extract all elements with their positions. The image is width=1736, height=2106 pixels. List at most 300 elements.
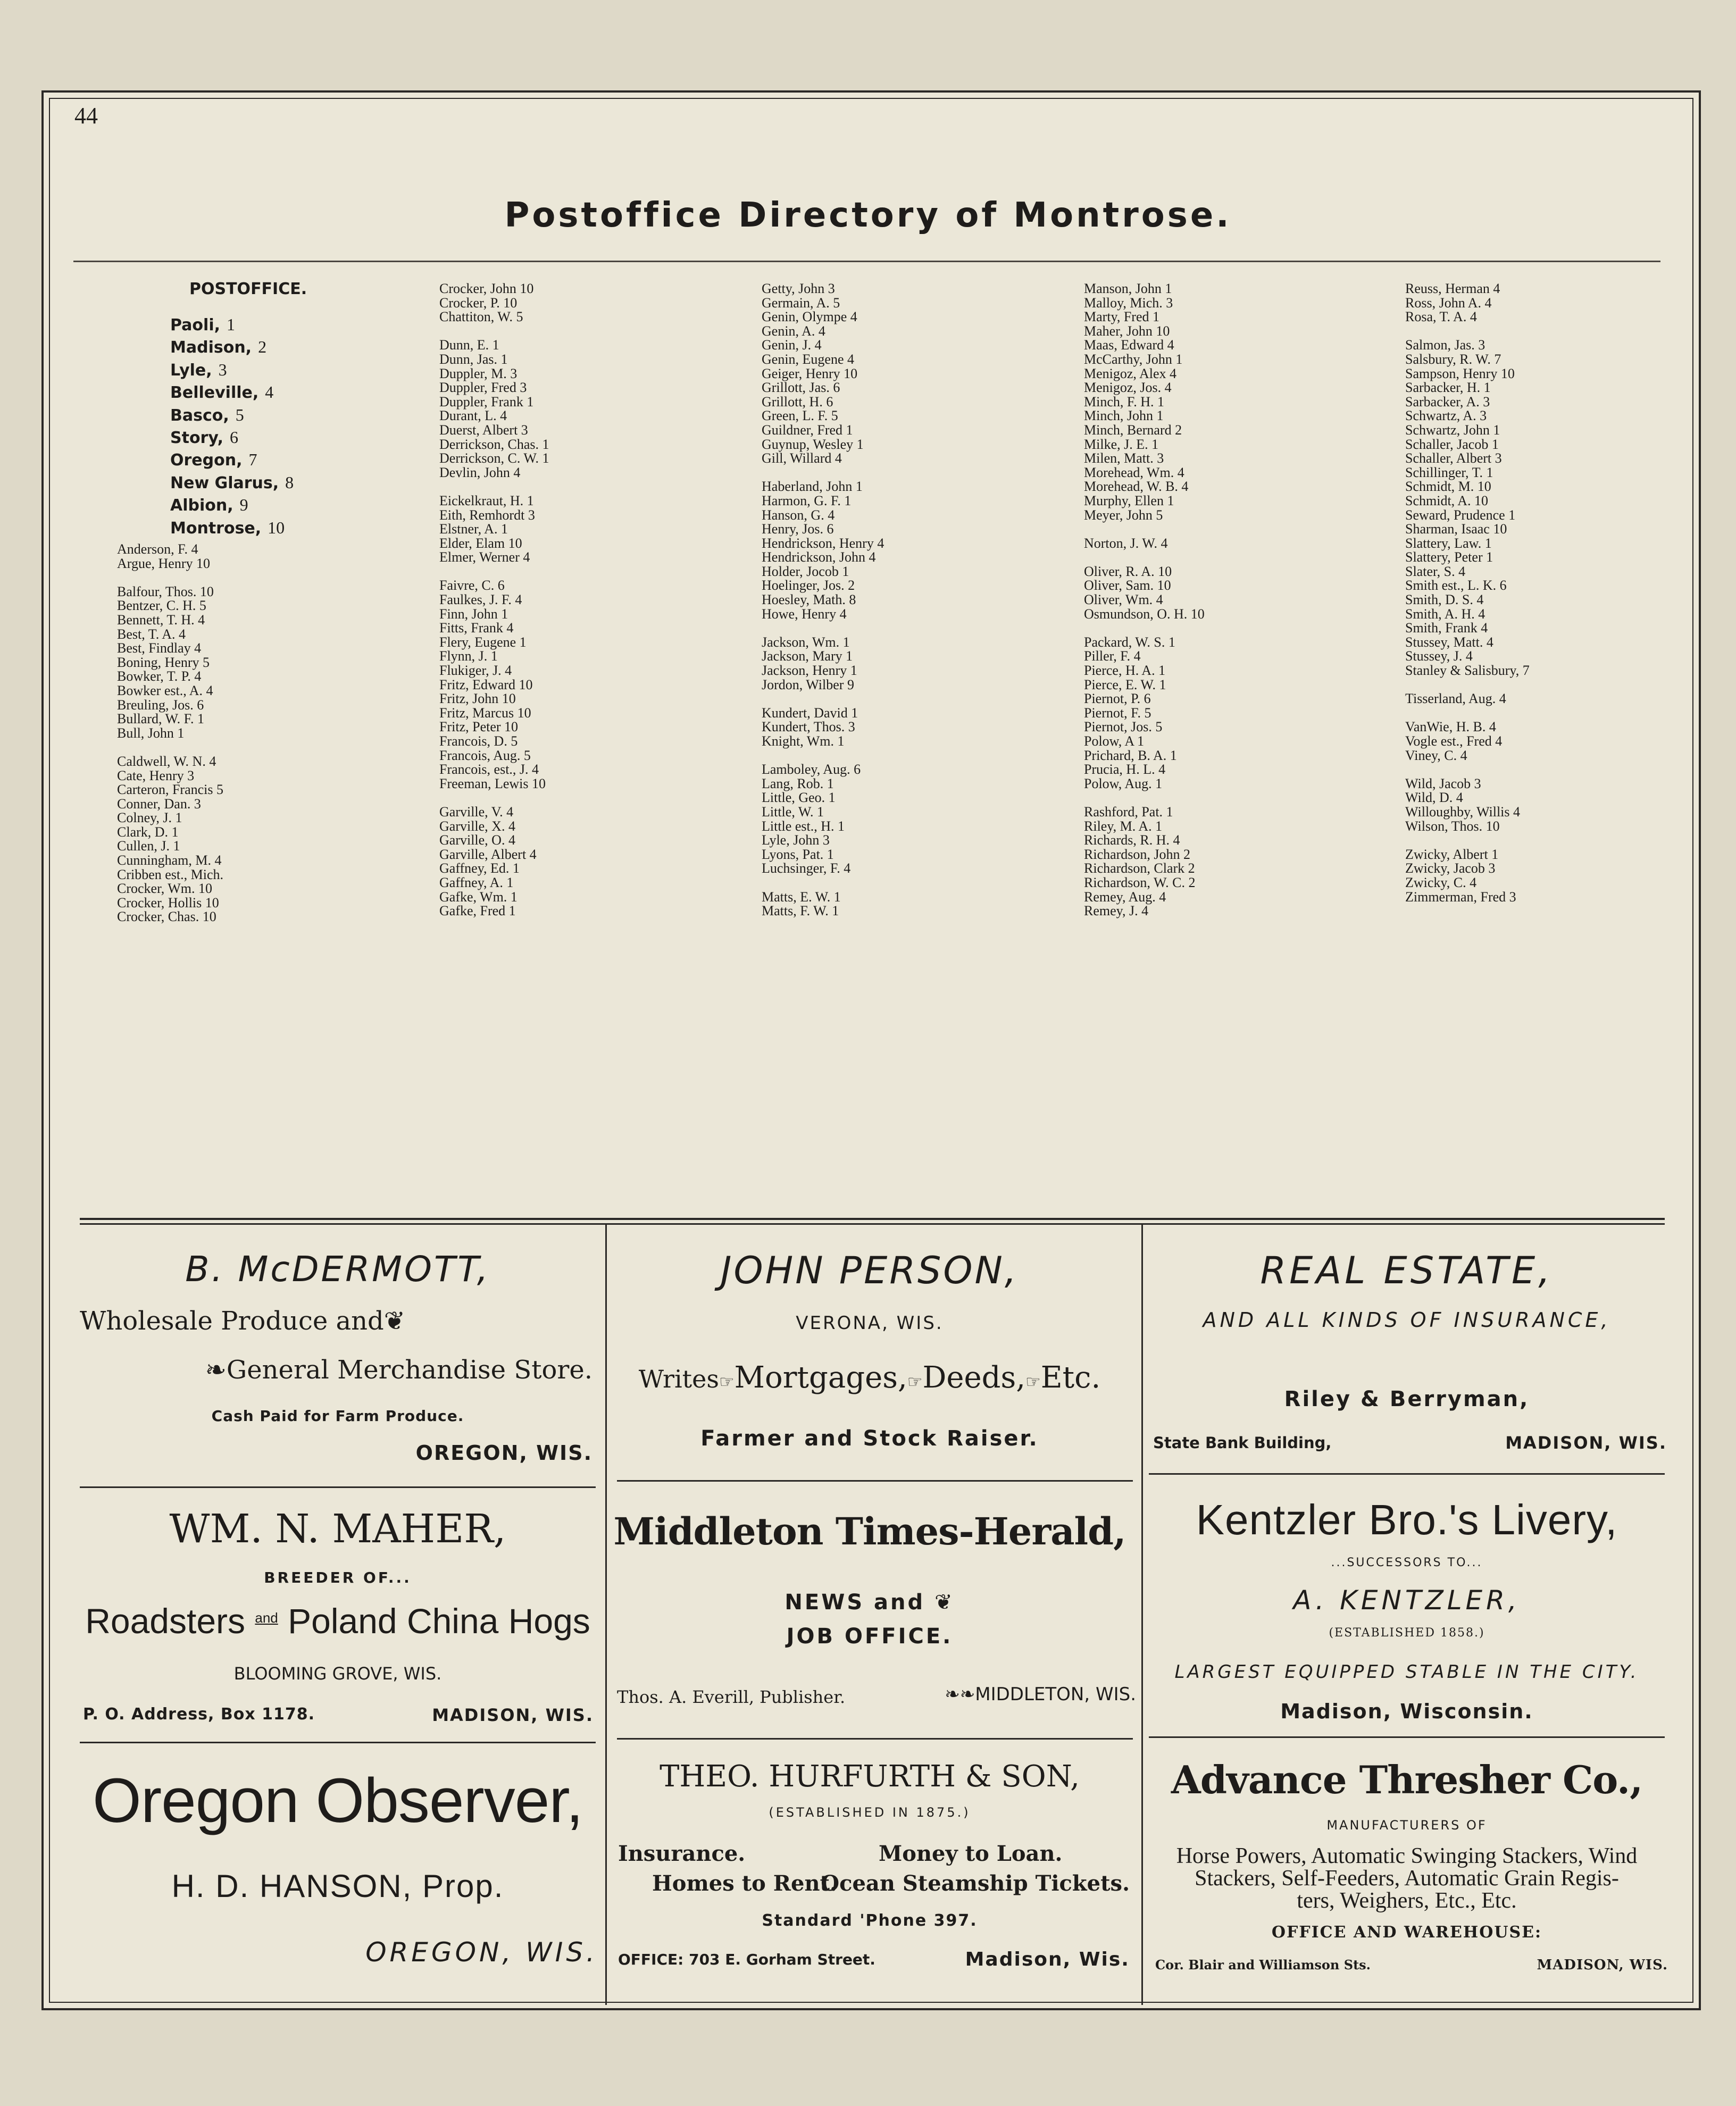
resident-entry: Sharman, Isaac 10 xyxy=(1405,521,1507,537)
resident-entry: Kundert, Thos. 3 xyxy=(762,719,855,735)
hurfurth-money: Money to Loan. xyxy=(879,1841,1063,1866)
person-writes: Writes xyxy=(638,1365,719,1393)
resident-entry: Pierce, E. W. 1 xyxy=(1084,676,1166,692)
resident-entry: Oliver, Sam. 10 xyxy=(1084,578,1171,594)
person-farmer: Farmer and Stock Raiser. xyxy=(700,1426,1039,1451)
postoffice-name: Madison, xyxy=(170,338,252,357)
postoffice-item xyxy=(170,404,294,427)
hurfurth-phone: Standard 'Phone 397. xyxy=(762,1911,978,1930)
resident-entry: Garville, O. 4 xyxy=(439,832,515,848)
resident-entry: Menigoz, Jos. 4 xyxy=(1084,380,1172,396)
resident-entry: Garville, X. 4 xyxy=(439,818,515,834)
resident-entry: Slattery, Law. 1 xyxy=(1405,535,1492,551)
resident-entry: Morehead, Wm. 4 xyxy=(1084,464,1184,480)
resident-entry: Wild, D. 4 xyxy=(1405,790,1463,806)
letter-gap xyxy=(762,876,884,890)
maher-and: and xyxy=(255,1610,278,1626)
maher-name: WM. N. MAHER, xyxy=(169,1506,506,1552)
postoffice-item xyxy=(170,427,294,449)
resident-entry: Derrickson, Chas. 1 xyxy=(439,436,549,452)
resident-entry: Hoesley, Math. 8 xyxy=(762,592,856,608)
resident-entry: Cate, Henry 3 xyxy=(117,767,195,783)
resident-entry: Smith, Frank 4 xyxy=(1405,620,1488,636)
resident-entry: Marty, Fred 1 xyxy=(1084,309,1160,325)
postoffice-number: 2 xyxy=(258,337,267,357)
advance-manufacturers: MANUFACTURERS OF xyxy=(1326,1818,1487,1833)
resident-entry: Bull, John 1 xyxy=(117,725,185,741)
postoffice-number: 4 xyxy=(265,382,274,402)
maher-place: MADISON, WIS. xyxy=(432,1705,594,1725)
postoffice-number: 3 xyxy=(218,360,227,379)
resident-entry: Stussey, J. 4 xyxy=(1405,648,1473,664)
resident-entry: McCarthy, John 1 xyxy=(1084,351,1183,367)
resident-entry: Gafke, Fred 1 xyxy=(439,903,516,919)
middleton-place-line xyxy=(945,1684,1136,1705)
postoffice-name: Oregon, xyxy=(170,451,243,470)
resident-entry: Breuling, Jos. 6 xyxy=(117,697,204,713)
ad-row-rule-mid-1 xyxy=(617,1480,1133,1482)
resident-entry: Gaffney, A. 1 xyxy=(439,874,514,890)
resident-entry: Richardson, John 2 xyxy=(1084,846,1191,862)
person-name: JOHN PERSON, xyxy=(720,1249,1019,1292)
resident-entry: Osmundson, O. H. 10 xyxy=(1084,606,1205,622)
middleton-news: NEWS and xyxy=(784,1590,925,1615)
resident-entry: Elder, Elam 10 xyxy=(439,535,522,551)
resident-entry: Jordon, Wilber 9 xyxy=(762,676,854,692)
resident-entry: Milen, Matt. 3 xyxy=(1084,450,1164,466)
resident-entry: Knight, Wm. 1 xyxy=(762,733,845,749)
resident-entry: Elmer, Werner 4 xyxy=(439,549,530,565)
resident-entry: Fritz, Edward 10 xyxy=(439,676,533,692)
resident-entry: Minch, F. H. 1 xyxy=(1084,394,1165,410)
resident-entry: Prucia, H. L. 4 xyxy=(1084,762,1166,778)
resident-entry: Seward, Prudence 1 xyxy=(1405,507,1516,523)
title-rule xyxy=(73,261,1660,262)
resident-entry: Jackson, Mary 1 xyxy=(762,648,853,664)
postoffice-list xyxy=(170,314,294,539)
letter-gap xyxy=(439,791,549,805)
observer-name: Oregon Observer, xyxy=(93,1766,583,1836)
advance-office: OFFICE AND WAREHOUSE: xyxy=(1271,1923,1542,1942)
resident-entry: Tisserland, Aug. 4 xyxy=(1405,691,1506,707)
resident-entry: Schmidt, A. 10 xyxy=(1405,492,1489,508)
resident-entry: Schwartz, A. 3 xyxy=(1405,408,1487,424)
resident-entry: Hoelinger, Jos. 2 xyxy=(762,578,855,594)
postoffice-number: 10 xyxy=(268,517,285,537)
resident-entry: Malloy, Mich. 3 xyxy=(1084,295,1173,311)
realestate-building: State Bank Building, xyxy=(1153,1434,1332,1452)
resident-entry: Jackson, Henry 1 xyxy=(762,663,857,679)
kentzler-largest: LARGEST EQUIPPED STABLE IN THE CITY. xyxy=(1174,1661,1639,1683)
mcdermott-line1 xyxy=(80,1306,405,1336)
resident-entry: Manson, John 1 xyxy=(1084,281,1172,296)
resident-entry: Smith, A. H. 4 xyxy=(1405,606,1485,622)
resident-entry: Genin, Olympe 4 xyxy=(762,309,857,325)
postoffice-number: 9 xyxy=(239,495,248,515)
resident-entry: Bennett, T. H. 4 xyxy=(117,612,205,628)
resident-entry: Garville, Albert 4 xyxy=(439,846,537,862)
advance-line3: ters, Weighers, Etc., Etc. xyxy=(1297,1888,1517,1913)
resident-entry: Smith est., L. K. 6 xyxy=(1405,578,1507,594)
resident-entry: Morehead, W. B. 4 xyxy=(1084,479,1189,495)
postoffice-item xyxy=(170,314,294,336)
realestate-sub: AND ALL KINDS OF INSURANCE, xyxy=(1203,1308,1611,1332)
resident-entry: Best, T. A. 4 xyxy=(117,626,186,642)
resident-entry: Gafke, Wm. 1 xyxy=(439,889,518,905)
resident-entry: Flynn, J. 1 xyxy=(439,648,498,664)
resident-entry: Francois, D. 5 xyxy=(439,733,518,749)
postoffice-name: New Glarus, xyxy=(170,473,279,492)
letter-gap xyxy=(1084,621,1205,636)
resident-entry: Piernot, F. 5 xyxy=(1084,705,1151,721)
hurfurth-established: (ESTABLISHED IN 1875.) xyxy=(769,1805,971,1820)
resident-entry: Fritz, Peter 10 xyxy=(439,719,519,735)
resident-entry: Genin, Eugene 4 xyxy=(762,351,855,367)
resident-entry: Sampson, Henry 10 xyxy=(1405,365,1515,381)
letter-gap xyxy=(117,740,223,755)
resident-entry: Schillinger, T. 1 xyxy=(1405,464,1493,480)
resident-entry: Guildner, Fred 1 xyxy=(762,422,853,438)
resident-entry: Viney, C. 4 xyxy=(1405,747,1467,763)
letter-gap xyxy=(1405,833,1530,848)
maher-address: P. O. Address, Box 1178. xyxy=(83,1705,315,1724)
resident-entry: Bentzer, C. H. 5 xyxy=(117,598,206,614)
resident-entry: Derrickson, C. W. 1 xyxy=(439,450,549,466)
person-etc: Etc. xyxy=(1040,1360,1101,1395)
resident-entry: Duppler, Frank 1 xyxy=(439,394,534,410)
maher-stock-line xyxy=(80,1601,596,1641)
middleton-publisher: Thos. A. Everill, Publisher. xyxy=(617,1687,846,1707)
resident-entry: Howe, Henry 4 xyxy=(762,606,847,622)
resident-entry: Norton, J. W. 4 xyxy=(1084,535,1168,551)
postoffice-name: Belleville, xyxy=(170,383,259,403)
ad-row-rule-right-2 xyxy=(1149,1736,1665,1738)
resident-entry: Vogle est., Fred 4 xyxy=(1405,733,1503,749)
resident-entry: Piernot, Jos. 5 xyxy=(1084,719,1163,735)
middleton-name: Middleton Times-Herald, xyxy=(613,1509,1126,1553)
postoffice-name: Paoli, xyxy=(170,316,220,335)
pointing-hand-icon: ☞ xyxy=(1025,1372,1041,1392)
person-writes-line xyxy=(612,1360,1128,1395)
postoffice-number: 5 xyxy=(235,405,244,424)
resident-entry: Rashford, Pat. 1 xyxy=(1084,804,1173,820)
resident-entry: Clark, D. 1 xyxy=(117,824,179,840)
resident-entry: Fritz, John 10 xyxy=(439,691,516,707)
resident-entry: Hendrickson, Henry 4 xyxy=(762,535,884,551)
realestate-head: REAL ESTATE, xyxy=(1260,1249,1554,1292)
letter-gap xyxy=(1084,550,1205,565)
resident-entry: Faivre, C. 6 xyxy=(439,578,505,594)
resident-entry: Remey, J. 4 xyxy=(1084,903,1149,919)
resident-entry: Lyons, Pat. 1 xyxy=(762,846,834,862)
realestate-firm: Riley & Berryman, xyxy=(1284,1387,1530,1411)
resident-entry: Zwicky, Albert 1 xyxy=(1405,846,1499,862)
hurfurth-homes: Homes to Rent. xyxy=(652,1871,837,1896)
resident-entry: Hanson, G. 4 xyxy=(762,507,835,523)
postoffice-number: 6 xyxy=(229,428,238,447)
resident-entry: Little est., H. 1 xyxy=(762,818,845,834)
resident-entry: Duerst, Albert 3 xyxy=(439,422,528,438)
resident-entry: Lyle, John 3 xyxy=(762,832,830,848)
observer-prop: H. D. HANSON, Prop. xyxy=(171,1868,504,1904)
resident-entry: Slattery, Peter 1 xyxy=(1405,549,1493,565)
resident-entry: Rosa, T. A. 4 xyxy=(1405,309,1477,325)
letter-gap xyxy=(762,621,884,636)
resident-entry: Green, L. F. 5 xyxy=(762,408,838,424)
fleuron-icon: ❧❧ xyxy=(945,1684,975,1705)
letter-gap xyxy=(1405,763,1530,777)
hurfurth-ocean: Ocean Steamship Tickets. xyxy=(821,1871,1130,1896)
resident-entry: Maas, Edward 4 xyxy=(1084,337,1174,353)
hurfurth-name: THEO. HURFURTH & SON, xyxy=(660,1759,1080,1794)
resident-entry: Carteron, Francis 5 xyxy=(117,782,224,798)
resident-entry: Little, Geo. 1 xyxy=(762,790,836,806)
ad-row-rule-left-1 xyxy=(80,1486,596,1488)
person-deeds: Deeds, xyxy=(922,1360,1026,1395)
kentzler-place: Madison, Wisconsin. xyxy=(1280,1700,1533,1723)
postoffice-item xyxy=(170,517,294,539)
resident-entry: Lamboley, Aug. 6 xyxy=(762,762,861,778)
resident-entry: Faulkes, J. F. 4 xyxy=(439,592,522,608)
hurfurth-insurance: Insurance. xyxy=(618,1841,746,1866)
ad-top-rule xyxy=(80,1218,1665,1220)
postoffice-item xyxy=(170,472,294,494)
resident-entry: Guynup, Wesley 1 xyxy=(762,436,864,452)
postoffice-name: Lyle, xyxy=(170,361,212,380)
resident-entry: Riley, M. A. 1 xyxy=(1084,818,1163,834)
resident-entry: Murphy, Ellen 1 xyxy=(1084,492,1174,508)
directory-column-5 xyxy=(1405,282,1530,904)
resident-entry: Flery, Eugene 1 xyxy=(439,634,527,650)
maher-grove: BLOOMING GROVE, WIS. xyxy=(233,1664,442,1684)
postoffice-item xyxy=(170,336,294,358)
advance-place: MADISON, WIS. xyxy=(1537,1957,1668,1973)
letter-gap xyxy=(117,571,223,585)
advance-line2: Stackers, Self-Feeders, Automatic Grain Regis- xyxy=(1195,1866,1619,1891)
resident-entry: Menigoz, Alex 4 xyxy=(1084,365,1177,381)
resident-entry: Oliver, Wm. 4 xyxy=(1084,592,1163,608)
letter-gap xyxy=(762,692,884,706)
resident-entry: Boning, Henry 5 xyxy=(117,654,210,670)
postoffice-item xyxy=(170,494,294,516)
hurfurth-office: OFFICE: 703 E. Gorham Street. xyxy=(618,1951,875,1968)
pointing-hand-icon: ☞ xyxy=(719,1372,735,1392)
ad-top-rule-2 xyxy=(80,1223,1665,1225)
resident-entry: Salmon, Jas. 3 xyxy=(1405,337,1485,353)
letter-gap xyxy=(439,480,549,494)
mcdermott-line2 xyxy=(205,1355,592,1385)
ad-row-rule-right-1 xyxy=(1149,1473,1665,1475)
letter-gap xyxy=(762,749,884,763)
resident-entry: Gill, Willard 4 xyxy=(762,450,842,466)
postoffice-name: Montrose, xyxy=(170,519,262,538)
postoffice-name: Story, xyxy=(170,429,223,448)
resident-entry: Cullen, J. 1 xyxy=(117,838,180,854)
resident-entry: Sarbacker, A. 3 xyxy=(1405,394,1490,410)
resident-entry: Ross, John A. 4 xyxy=(1405,295,1492,311)
resident-entry: Cribben est., Mich. xyxy=(117,866,224,882)
resident-entry: Dunn, E. 1 xyxy=(439,337,499,353)
resident-entry: Crocker, Wm. 10 xyxy=(117,881,212,897)
postoffice-name: Albion, xyxy=(170,496,233,515)
resident-entry: Salsbury, R. W. 7 xyxy=(1405,351,1501,367)
middleton-news-line xyxy=(612,1590,1128,1615)
person-mortgages: Mortgages, xyxy=(734,1360,907,1395)
resident-entry: Hendrickson, John 4 xyxy=(762,549,876,565)
resident-entry: Garville, V. 4 xyxy=(439,804,514,820)
resident-entry: Conner, Dan. 3 xyxy=(117,796,201,812)
resident-entry: Zwicky, C. 4 xyxy=(1405,874,1477,890)
realestate-place: MADISON, WIS. xyxy=(1505,1433,1667,1453)
resident-entry: Holder, Jocob 1 xyxy=(762,563,849,579)
resident-entry: Grillott, Jas. 6 xyxy=(762,380,840,396)
person-place: VERONA, WIS. xyxy=(796,1313,944,1334)
resident-entry: Zimmerman, Fred 3 xyxy=(1405,889,1516,905)
resident-entry: Wilson, Thos. 10 xyxy=(1405,818,1500,834)
letter-gap xyxy=(439,565,549,579)
resident-entry: Piller, F. 4 xyxy=(1084,648,1141,664)
middleton-place: MIDDLETON, WIS. xyxy=(975,1684,1136,1705)
resident-entry: Minch, Bernard 2 xyxy=(1084,422,1182,438)
resident-entry: Schmidt, M. 10 xyxy=(1405,479,1491,495)
resident-entry: Genin, A. 4 xyxy=(762,323,825,339)
pointing-hand-icon: ☞ xyxy=(907,1372,923,1392)
letter-gap xyxy=(1405,324,1530,339)
resident-entry: Lang, Rob. 1 xyxy=(762,775,834,791)
resident-entry: Devlin, John 4 xyxy=(439,464,521,480)
resident-entry: Francois, Aug. 5 xyxy=(439,747,531,763)
ad-divider-1 xyxy=(605,1223,607,2005)
resident-entry: Polow, A 1 xyxy=(1084,733,1145,749)
mcdermott-line2-text: General Merchandise Store. xyxy=(226,1355,592,1385)
directory-column-2 xyxy=(439,282,549,918)
fleuron-icon: ❧ xyxy=(205,1355,227,1385)
resident-entry: Argue, Henry 10 xyxy=(117,555,210,571)
resident-entry: Packard, W. S. 1 xyxy=(1084,634,1175,650)
resident-entry: Piernot, P. 6 xyxy=(1084,691,1151,707)
resident-entry: Minch, John 1 xyxy=(1084,408,1164,424)
letter-gap xyxy=(439,324,549,339)
resident-entry: Durant, L. 4 xyxy=(439,408,507,424)
ad-divider-2 xyxy=(1141,1223,1143,2005)
resident-entry: Genin, J. 4 xyxy=(762,337,822,353)
mcdermott-line1-text: Wholesale Produce and xyxy=(80,1306,384,1336)
resident-entry: Dunn, Jas. 1 xyxy=(439,351,508,367)
postoffice-number: 1 xyxy=(227,315,235,334)
postoffice-name: Basco, xyxy=(170,406,229,425)
resident-entry: Schaller, Albert 3 xyxy=(1405,450,1502,466)
resident-entry: Prichard, B. A. 1 xyxy=(1084,747,1177,763)
directory-column-4 xyxy=(1084,282,1205,918)
resident-entry: Slater, S. 4 xyxy=(1405,563,1466,579)
resident-entry: Finn, John 1 xyxy=(439,606,508,622)
ad-row-rule-mid-2 xyxy=(617,1738,1133,1740)
mcdermott-cash: Cash Paid for Farm Produce. xyxy=(211,1407,464,1425)
resident-entry: Geiger, Henry 10 xyxy=(762,365,858,381)
resident-entry: Richards, R. H. 4 xyxy=(1084,832,1180,848)
resident-entry: Richardson, Clark 2 xyxy=(1084,860,1195,876)
page-title: Postoffice Directory of Montrose. xyxy=(504,196,1232,235)
postoffice-item xyxy=(170,381,294,404)
resident-entry: Stussey, Matt. 4 xyxy=(1405,634,1493,650)
postoffice-heading: POSTOFFICE. xyxy=(189,280,307,298)
resident-entry: Bullard, W. F. 1 xyxy=(117,711,205,727)
letter-gap xyxy=(1405,678,1530,692)
resident-entry: Oliver, R. A. 10 xyxy=(1084,563,1172,579)
resident-entry: Gaffney, Ed. 1 xyxy=(439,860,520,876)
advance-name: Advance Thresher Co., xyxy=(1171,1757,1643,1802)
letter-gap xyxy=(1084,791,1205,805)
resident-entry: VanWie, H. B. 4 xyxy=(1405,719,1496,735)
resident-entry: Grillott, H. 6 xyxy=(762,394,833,410)
resident-entry: Harmon, G. F. 1 xyxy=(762,492,852,508)
maher-breeder: BREEDER OF... xyxy=(264,1569,412,1586)
resident-entry: Willoughby, Willis 4 xyxy=(1405,804,1521,820)
resident-entry: Wild, Jacob 3 xyxy=(1405,775,1481,791)
resident-entry: Colney, J. 1 xyxy=(117,810,182,826)
resident-entry: Freeman, Lewis 10 xyxy=(439,775,546,791)
resident-entry: Crocker, Hollis 10 xyxy=(117,895,219,910)
resident-entry: Luchsinger, F. 4 xyxy=(762,860,851,876)
resident-entry: Elstner, A. 1 xyxy=(439,521,508,537)
resident-entry: Matts, E. W. 1 xyxy=(762,889,841,905)
resident-entry: Henry, Jos. 6 xyxy=(762,521,834,537)
mcdermott-name: B. McDERMOTT, xyxy=(185,1249,490,1290)
kentzler-established: (ESTABLISHED 1858.) xyxy=(1329,1626,1485,1640)
resident-entry: Anderson, F. 4 xyxy=(117,541,198,557)
letter-gap xyxy=(1405,706,1530,721)
letter-gap xyxy=(762,466,884,480)
advance-corner: Cor. Blair and Williamson Sts. xyxy=(1155,1957,1371,1973)
fleuron-icon: ❦ xyxy=(934,1590,955,1615)
postoffice-number: 8 xyxy=(285,472,294,492)
resident-entry: Little, W. 1 xyxy=(762,804,824,820)
resident-entry: Richardson, W. C. 2 xyxy=(1084,874,1196,890)
resident-entry: Chattiton, W. 5 xyxy=(439,309,523,325)
resident-entry: Matts, F. W. 1 xyxy=(762,903,839,919)
resident-entry: Milke, J. E. 1 xyxy=(1084,436,1159,452)
observer-place: OREGON, WIS. xyxy=(365,1937,598,1968)
resident-entry: Schwartz, John 1 xyxy=(1405,422,1500,438)
resident-entry: Sarbacker, H. 1 xyxy=(1405,380,1491,396)
resident-entry: Balfour, Thos. 10 xyxy=(117,583,214,599)
resident-entry: Kundert, David 1 xyxy=(762,705,858,721)
ad-row-rule-left-2 xyxy=(80,1742,596,1743)
postoffice-item xyxy=(170,359,294,381)
letter-gap xyxy=(1084,522,1205,537)
resident-entry: Bowker est., A. 4 xyxy=(117,682,213,698)
resident-entry: Reuss, Herman 4 xyxy=(1405,281,1500,296)
resident-entry: Getty, John 3 xyxy=(762,281,835,296)
advance-line1: Horse Powers, Automatic Swinging Stackers, Wind xyxy=(1176,1844,1638,1868)
resident-entry: Zwicky, Jacob 3 xyxy=(1405,860,1496,876)
resident-entry: Bowker, T. P. 4 xyxy=(117,668,202,684)
mcdermott-place: OREGON, WIS. xyxy=(415,1441,592,1465)
resident-entry: Francois, est., J. 4 xyxy=(439,762,539,778)
resident-entry: Cunningham, M. 4 xyxy=(117,853,222,868)
resident-entry: Pierce, H. A. 1 xyxy=(1084,663,1166,679)
resident-entry: Duppler, M. 3 xyxy=(439,365,518,381)
resident-entry: Best, Findlay 4 xyxy=(117,640,202,656)
postoffice-number: 7 xyxy=(248,450,257,470)
maher-hogs: Poland China Hogs xyxy=(288,1601,590,1641)
fleuron-icon: ❦ xyxy=(383,1306,405,1336)
postoffice-item xyxy=(170,449,294,471)
resident-entry: Caldwell, W. N. 4 xyxy=(117,753,216,769)
kentzler-successors: ...SUCCESSORS TO... xyxy=(1331,1556,1483,1569)
resident-entry: Crocker, John 10 xyxy=(439,281,534,296)
resident-entry: Haberland, John 1 xyxy=(762,479,863,495)
